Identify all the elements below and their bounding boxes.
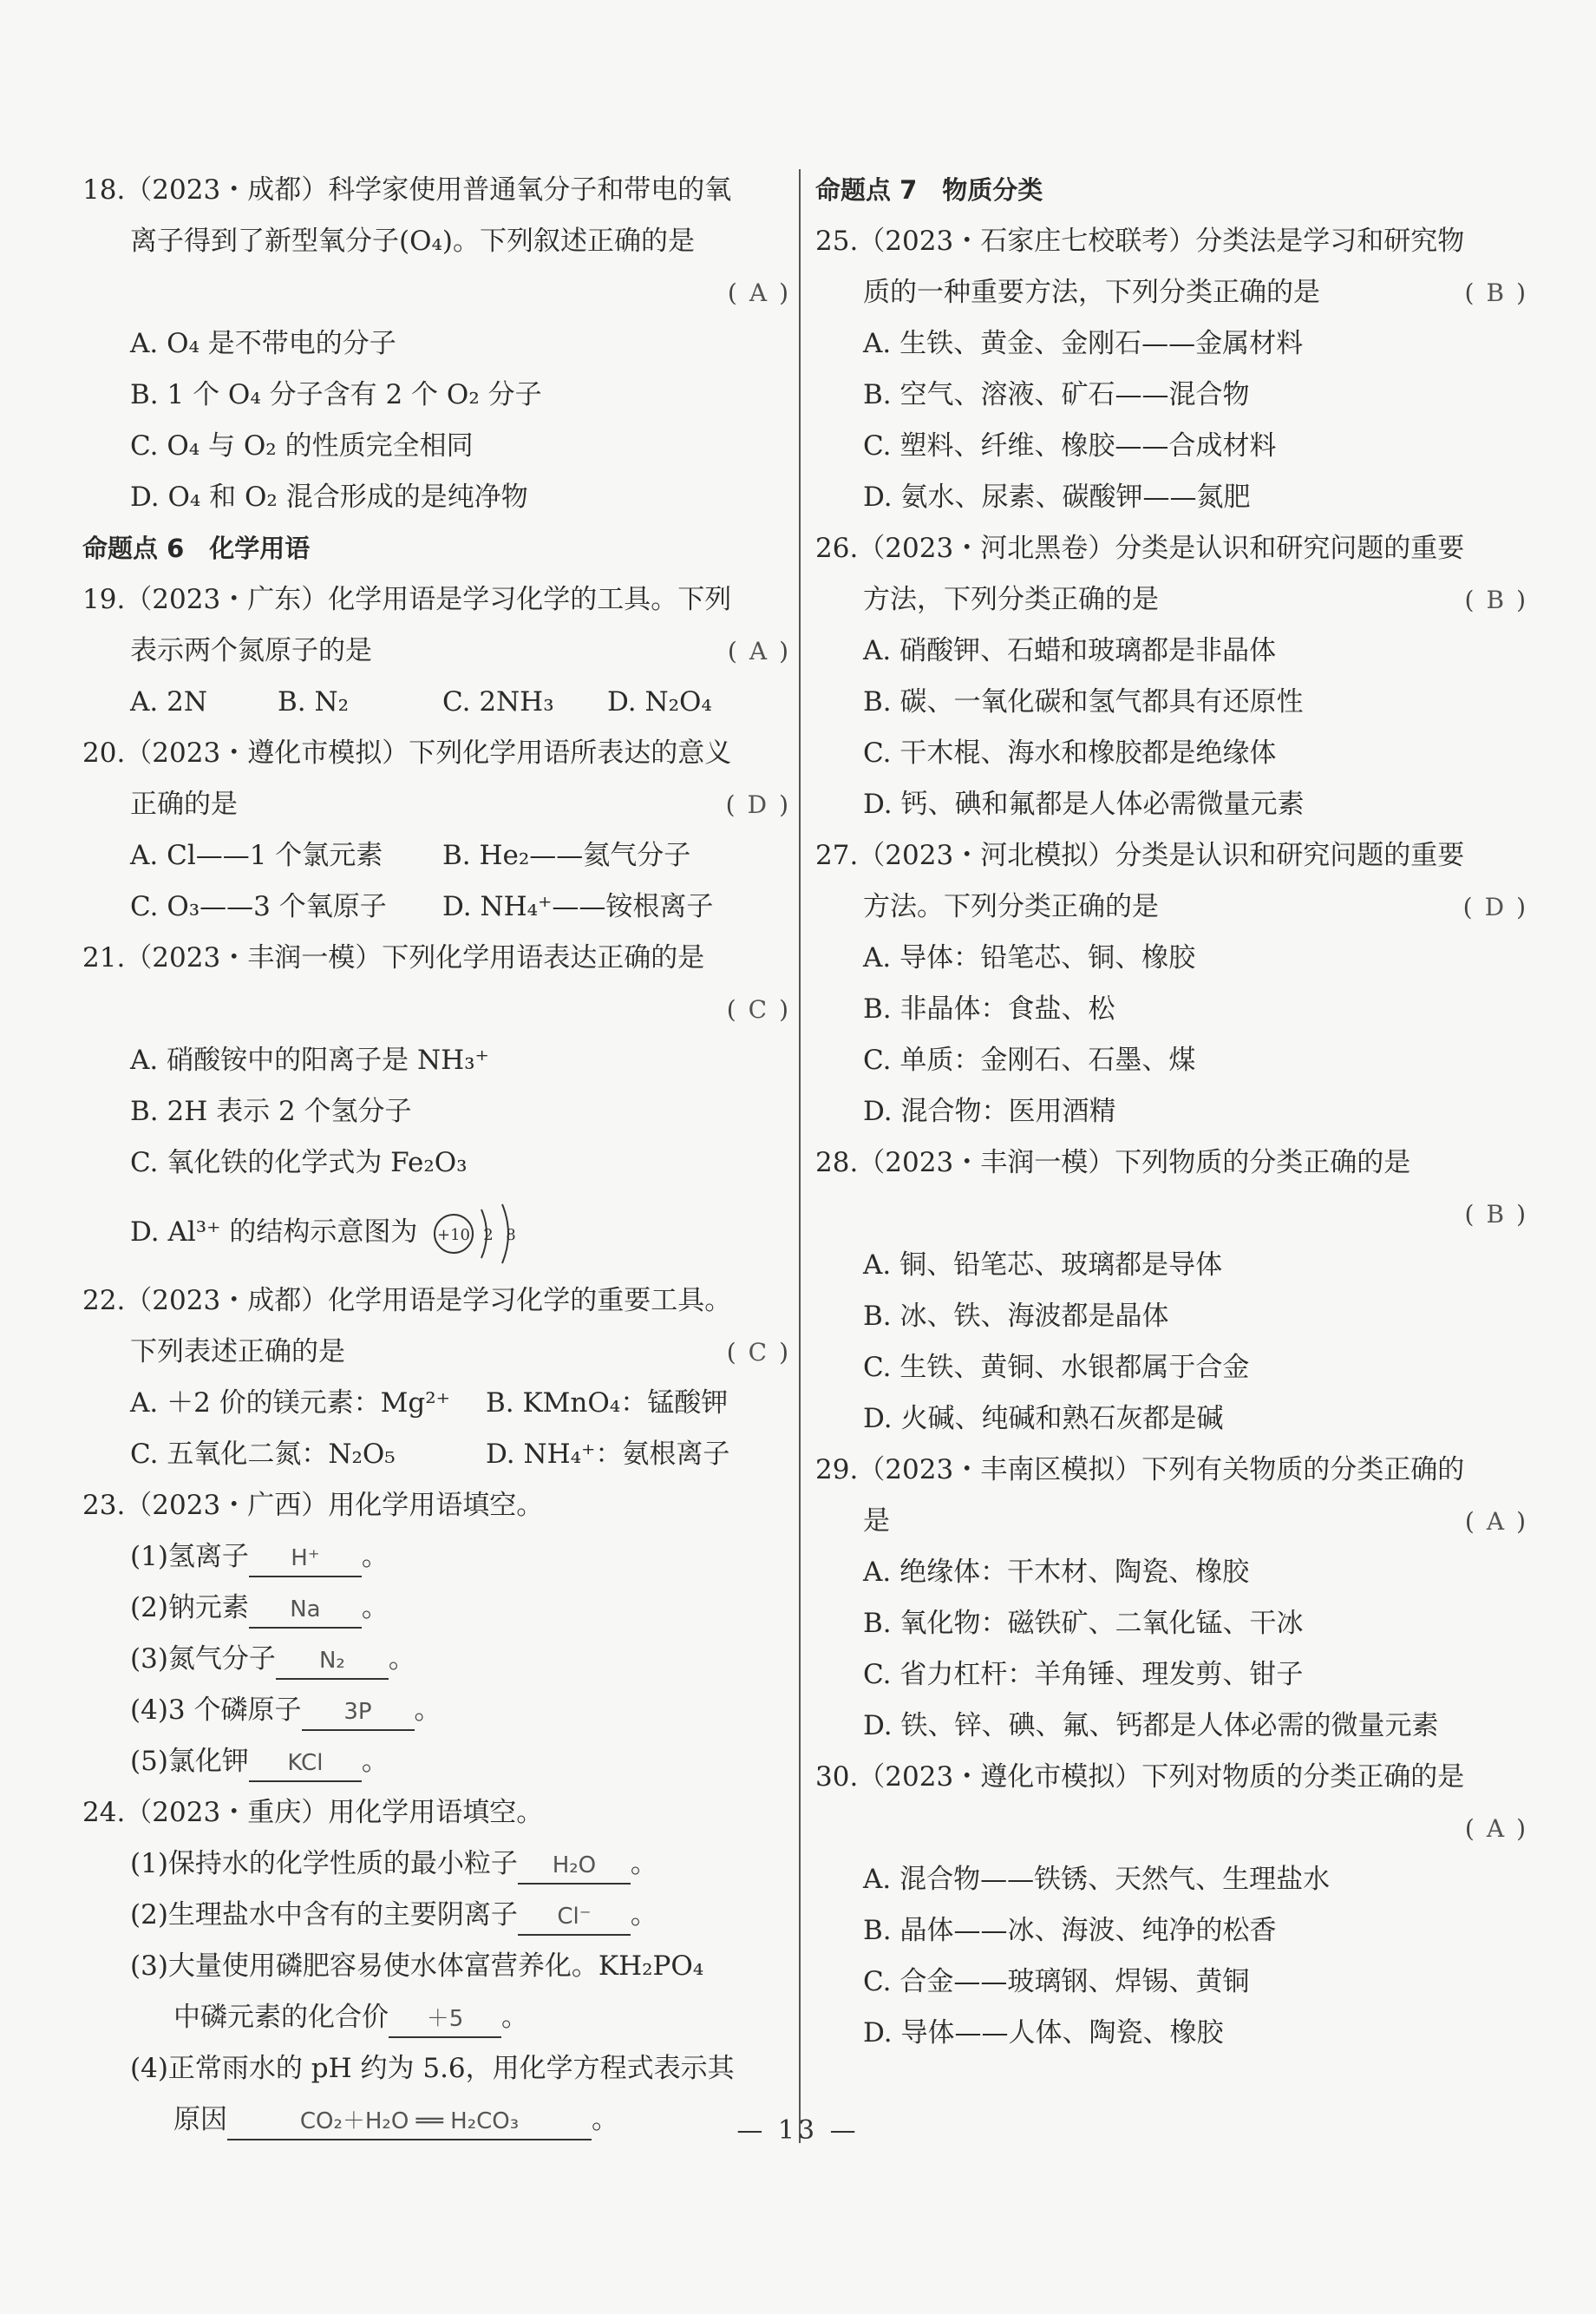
- q27-stem-line1: 27.（2023・河北模拟）分类是认识和研究问题的重要: [815, 840, 1465, 871]
- q19-options: [82, 677, 794, 728]
- q18-option-d: D. O₄ 和 O₂ 混合形成的是纯净物: [130, 482, 528, 513]
- q20-option-a: A. Cl——1 个氯元素: [130, 840, 383, 871]
- q23-blank-5: KCl: [249, 1746, 362, 1782]
- q27-option-d: D. 混合物：医用酒精: [863, 1096, 1116, 1127]
- q24-item-2: (2)生理盐水中含有的主要阴离子 Cl⁻ 。: [82, 1890, 794, 1941]
- q25-answer: ( B ): [1464, 279, 1531, 307]
- q25-stem-line1: 25.（2023・石家庄七校联考）分类法是学习和研究物: [815, 226, 1465, 257]
- q28-stem-line1: 28.（2023・丰润一模）下列物质的分类正确的是: [815, 1147, 1411, 1178]
- q21-answer: ( C ): [726, 995, 794, 1024]
- q25-stem-line2: 质的一种重要方法，下列分类正确的是 ( B ): [815, 267, 1531, 318]
- q26-answer: ( B ): [1464, 586, 1531, 614]
- ion-structure-diagram: [431, 1199, 535, 1268]
- q23-blank-4: 3P: [302, 1695, 415, 1731]
- q22-option-b: B. KMnO₄：锰酸钾: [486, 1387, 729, 1419]
- shell-2-count: 8: [506, 1225, 516, 1244]
- q25-option-b: B. 空气、溶液、矿石——混合物: [863, 379, 1250, 410]
- q24-blank-4: CO₂＋H₂O ══ H₂CO₃: [227, 2104, 592, 2140]
- q29-option-d: D. 铁、锌、碘、氟、钙都是人体必需的微量元素: [863, 1710, 1439, 1741]
- q23-blank-3: N₂: [276, 1643, 389, 1680]
- q21-option-b: B. 2H 表示 2 个氢分子: [130, 1096, 412, 1127]
- q21-answer-line: [82, 984, 794, 1035]
- q30-option-d: D. 导体——人体、陶瓷、橡胶: [863, 2017, 1224, 2049]
- q25-option-d: D. 氨水、尿素、碳酸钾——氮肥: [863, 482, 1251, 513]
- section-heading-6: 命题点 6 化学用语: [82, 534, 311, 563]
- q26-option-b: B. 碳、一氧化碳和氢气都具有还原性: [863, 686, 1304, 718]
- q25-option-a: A. 生铁、黄金、金刚石——金属材料: [863, 328, 1304, 359]
- q19-answer: ( A ): [727, 637, 794, 665]
- q23-item-5: (5)氯化钾 KCl 。: [82, 1736, 794, 1787]
- q23-stem: 23.（2023・广西）用化学用语填空。: [82, 1490, 544, 1521]
- q22-option-a: A. ＋2 价的镁元素：Mg²⁺: [130, 1387, 451, 1419]
- q29-stem-line2: 是 ( A ): [815, 1496, 1531, 1547]
- q24-blank-1: H₂O: [518, 1848, 631, 1885]
- q27-option-b: B. 非晶体：食盐、松: [863, 993, 1115, 1025]
- q23-item-1: (1)氢离子 H⁺ 。: [82, 1531, 794, 1583]
- q24-item-1: (1)保持水的化学性质的最小粒子 H₂O 。: [82, 1839, 794, 1890]
- q20-stem-line2: 正确的是 ( D ): [82, 779, 794, 830]
- q18-option-c: C. O₄ 与 O₂ 的性质完全相同: [130, 430, 474, 462]
- q30-option-c: C. 合金——玻璃钢、焊锡、黄铜: [863, 1966, 1250, 1997]
- q29-option-b: B. 氧化物：磁铁矿、二氧化锰、干冰: [863, 1608, 1304, 1639]
- q28-option-a: A. 铜、铅笔芯、玻璃都是导体: [863, 1249, 1223, 1281]
- q19-option-d: D. N₂O₄: [607, 686, 712, 718]
- q20-stem-line1: 20.（2023・遵化市模拟）下列化学用语所表达的意义: [82, 737, 732, 769]
- q18-option-b: B. 1 个 O₄ 分子含有 2 个 O₂ 分子: [130, 379, 542, 410]
- q26-option-a: A. 硝酸钾、石蜡和玻璃都是非晶体: [863, 635, 1277, 666]
- shell-1-count: 2: [483, 1225, 494, 1244]
- q28-option-d: D. 火碱、纯碱和熟石灰都是碱: [863, 1403, 1224, 1434]
- q20-option-c: C. O₃——3 个氧原子: [130, 891, 387, 922]
- q26-option-d: D. 钙、碘和氟都是人体必需微量元素: [863, 789, 1305, 820]
- q22-stem-line2: 下列表述正确的是 ( C ): [82, 1327, 794, 1378]
- q19-option-a: A. 2N: [130, 686, 207, 718]
- q26-option-c: C. 干木棍、海水和橡胶都是绝缘体: [863, 737, 1277, 769]
- q30-answer: ( A ): [1464, 1814, 1531, 1843]
- q23-item-2: (2)钠元素 Na 。: [82, 1583, 794, 1634]
- q19-stem-line1: 19.（2023・广东）化学用语是学习化学的工具。下列: [82, 584, 732, 615]
- q18-answer-line: [82, 267, 794, 318]
- q29-option-c: C. 省力杠杆：羊角锤、理发剪、钳子: [863, 1659, 1304, 1690]
- q28-answer-line: [815, 1189, 1531, 1240]
- q18-stem-line2: 离子得到了新型氧分子(O₄)。下列叙述正确的是: [130, 226, 696, 257]
- q21-option-d: D. Al³⁺ 的结构示意图为 +10 2 8: [82, 1189, 794, 1275]
- page-number: — 13 —: [736, 2115, 860, 2146]
- q27-stem-line2: 方法。下列分类正确的是 ( D ): [815, 882, 1531, 933]
- q24-item-3-line1: (3)大量使用磷肥容易使水体富营养化。KH₂PO₄: [130, 1950, 704, 1982]
- q27-option-c: C. 单质：金刚石、石墨、煤: [863, 1045, 1196, 1076]
- q22-options-cd: [82, 1429, 794, 1480]
- q21-option-a: A. 硝酸铵中的阳离子是 NH₃⁺: [130, 1045, 489, 1076]
- q26-stem-line2: 方法，下列分类正确的是 ( B ): [815, 574, 1531, 626]
- q20-option-d: D. NH₄⁺——铵根离子: [442, 891, 714, 922]
- nucleus-charge: +10: [437, 1225, 471, 1244]
- left-column: [82, 165, 794, 2146]
- q23-blank-1: H⁺: [249, 1541, 362, 1577]
- q24-item-4-line1: (4)正常雨水的 pH 约为 5.6，用化学方程式表示其: [130, 2053, 735, 2084]
- q20-option-b: B. He₂——氦气分子: [442, 840, 691, 871]
- q18-stem-line1: 18.（2023・成都）科学家使用普通氧分子和带电的氧: [82, 174, 732, 206]
- q23-item-4: (4)3 个磷原子 3P 。: [82, 1685, 794, 1736]
- q28-option-c: C. 生铁、黄铜、水银都属于合金: [863, 1352, 1250, 1383]
- q19-stem-line2: 表示两个氮原子的是 ( A ): [82, 626, 794, 677]
- q24-stem: 24.（2023・重庆）用化学用语填空。: [82, 1797, 544, 1828]
- q23-blank-2: Na: [249, 1592, 362, 1629]
- q24-blank-2: Cl⁻: [518, 1899, 631, 1936]
- q30-option-a: A. 混合物——铁锈、天然气、生理盐水: [863, 1864, 1331, 1895]
- q20-options-cd: [82, 882, 794, 933]
- right-column: [815, 165, 1531, 2059]
- q24-blank-3: ＋5: [389, 2002, 501, 2038]
- q20-options-ab: [82, 830, 794, 882]
- q30-option-b: B. 晶体——冰、海波、纯净的松香: [863, 1915, 1277, 1946]
- q22-option-d: D. NH₄⁺：氨根离子: [486, 1439, 730, 1470]
- q30-answer-line: [815, 1803, 1531, 1854]
- q29-stem-line1: 29.（2023・丰南区模拟）下列有关物质的分类正确的: [815, 1454, 1465, 1485]
- q27-option-a: A. 导体：铅笔芯、铜、橡胶: [863, 942, 1196, 973]
- q24-item-3-line2: 中磷元素的化合价 ＋5 。: [82, 1992, 794, 2043]
- q21-stem-line1: 21.（2023・丰润一模）下列化学用语表达正确的是: [82, 942, 705, 973]
- q22-stem-line1: 22.（2023・成都）化学用语是学习化学的重要工具。: [82, 1285, 732, 1316]
- q20-answer: ( D ): [725, 790, 794, 819]
- section-heading-7: 命题点 7 物质分类: [815, 175, 1043, 205]
- q25-option-c: C. 塑料、纤维、橡胶——合成材料: [863, 430, 1277, 462]
- q28-answer: ( B ): [1464, 1200, 1531, 1229]
- q21-option-c: C. 氧化铁的化学式为 Fe₂O₃: [130, 1147, 468, 1178]
- q22-answer: ( C ): [726, 1338, 794, 1367]
- q19-option-b: B. N₂: [278, 686, 350, 718]
- q23-item-3: (3)氮气分子 N₂ 。: [82, 1634, 794, 1685]
- q24-item-4-line2: 原因 CO₂＋H₂O ══ H₂CO₃ 。: [82, 2094, 794, 2146]
- q19-option-c: C. 2NH₃: [442, 686, 554, 718]
- q29-option-a: A. 绝缘体：干木材、陶瓷、橡胶: [863, 1557, 1250, 1588]
- q30-stem-line1: 30.（2023・遵化市模拟）下列对物质的分类正确的是: [815, 1761, 1465, 1793]
- q27-answer: ( D ): [1462, 893, 1531, 921]
- q22-options-ab: [82, 1378, 794, 1429]
- q18-option-a: A. O₄ 是不带电的分子: [130, 328, 396, 359]
- q26-stem-line1: 26.（2023・河北黑卷）分类是认识和研究问题的重要: [815, 533, 1465, 564]
- column-divider: [799, 169, 801, 2143]
- q28-option-b: B. 冰、铁、海波都是晶体: [863, 1301, 1169, 1332]
- q22-option-c: C. 五氧化二氮：N₂O₅: [130, 1439, 396, 1470]
- q18-answer: ( A ): [727, 279, 794, 307]
- q29-answer: ( A ): [1464, 1507, 1531, 1536]
